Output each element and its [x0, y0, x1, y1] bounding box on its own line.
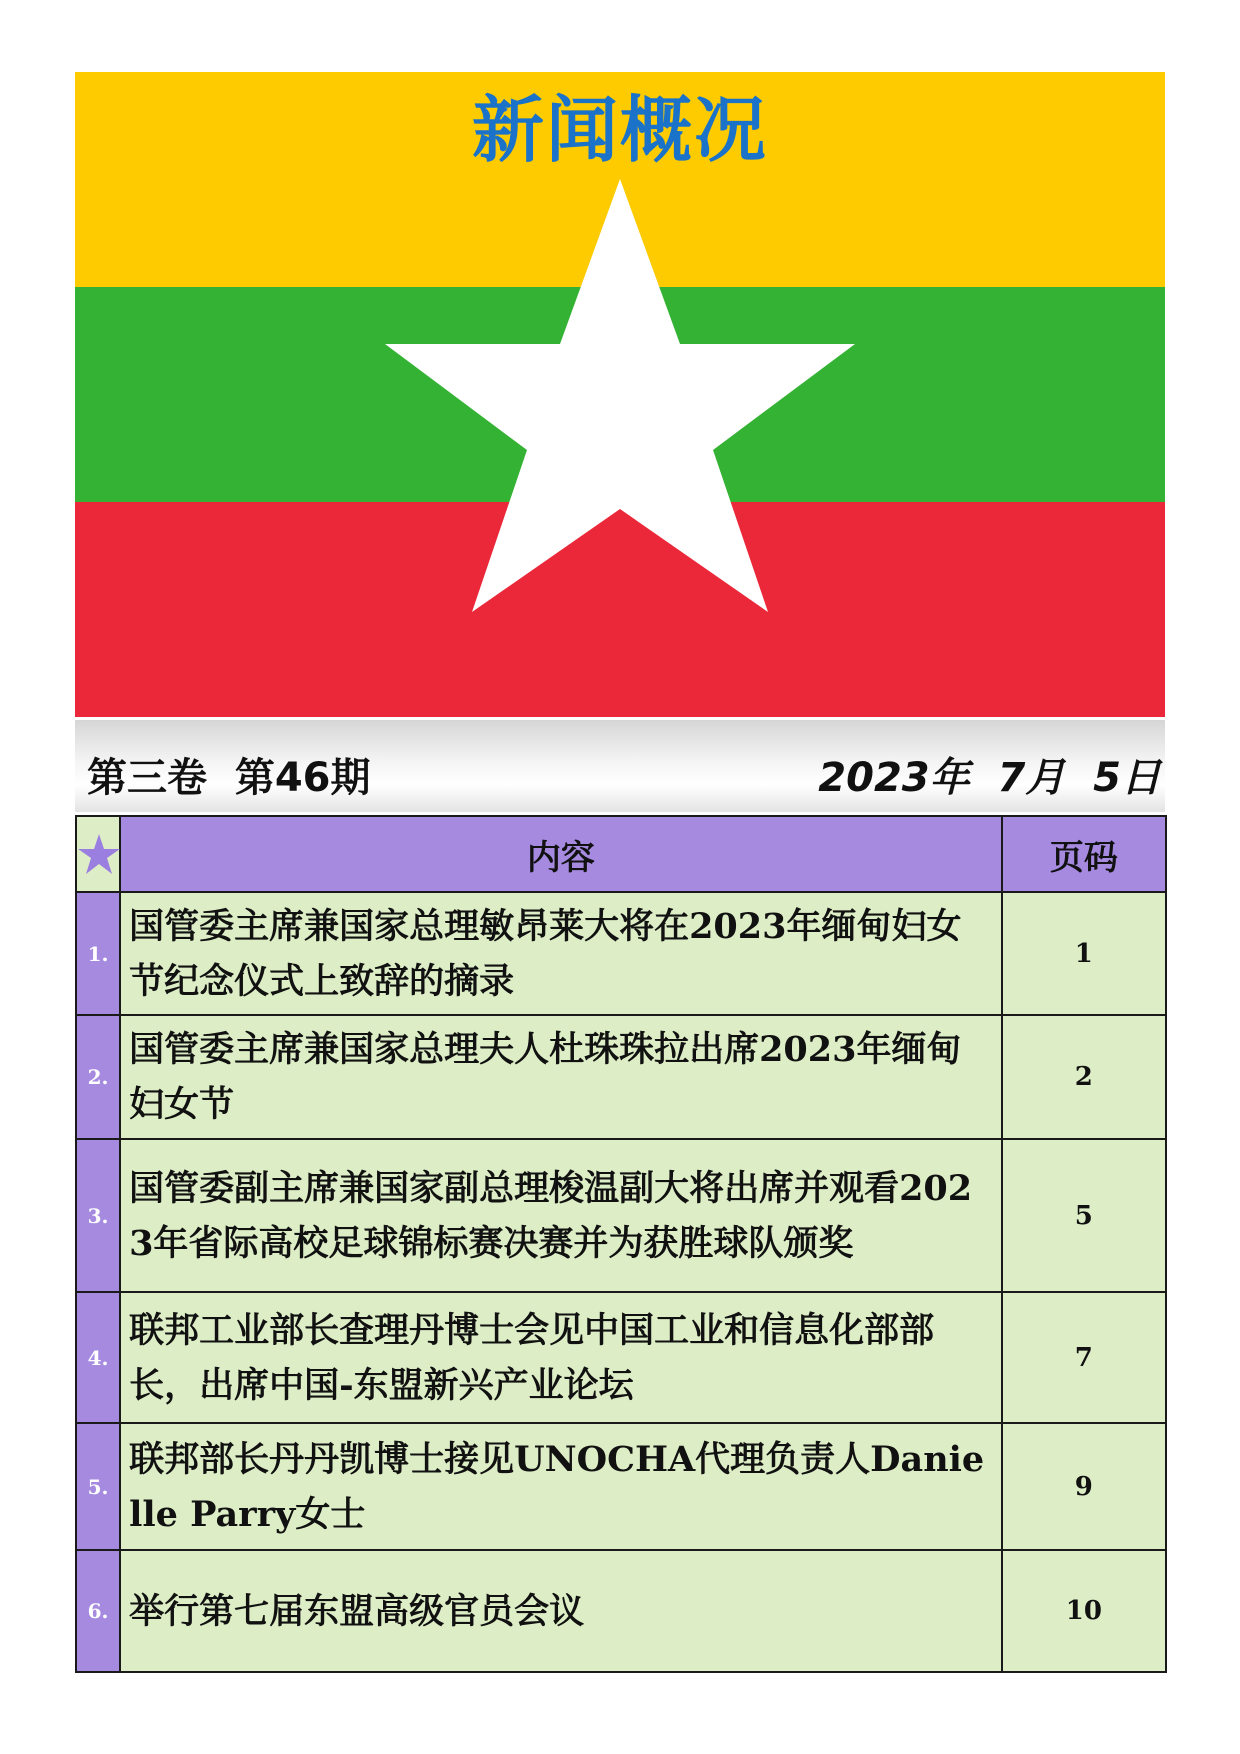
- row-title-link[interactable]: 国管委副主席兼国家副总理梭温副大将出席并观看2023年省际高校足球锦标赛决赛并为获胜球队颁奖: [120, 1139, 1002, 1292]
- row-number: 1.: [76, 892, 120, 1015]
- table-row[interactable]: [76, 1550, 1166, 1672]
- row-page-number: 7: [1002, 1292, 1166, 1423]
- row-number: 6.: [76, 1550, 120, 1672]
- row-title-link[interactable]: 国管委主席兼国家总理敏昂莱大将在2023年缅甸妇女节纪念仪式上致辞的摘录: [120, 892, 1002, 1015]
- contents-table: [75, 815, 1167, 1673]
- table-row[interactable]: [76, 1423, 1166, 1550]
- row-number: 4.: [76, 1292, 120, 1423]
- issue-bar: [75, 720, 1165, 812]
- column-header-page: 页码: [1002, 816, 1166, 892]
- page-title: 新闻概况: [471, 88, 768, 172]
- table-row[interactable]: [76, 1139, 1166, 1292]
- row-page-number: 2: [1002, 1015, 1166, 1139]
- row-number: 2.: [76, 1015, 120, 1139]
- table-row[interactable]: [76, 1292, 1166, 1423]
- table-row[interactable]: [76, 1015, 1166, 1139]
- table-row[interactable]: [76, 892, 1166, 1015]
- row-number: 5.: [76, 1423, 120, 1550]
- row-title-link[interactable]: 联邦部长丹丹凯博士接见UNOCHA代理负责人Danielle Parry女士: [120, 1423, 1002, 1550]
- row-page-number: 1: [1002, 892, 1166, 1015]
- row-title-link[interactable]: 联邦工业部长查理丹博士会见中国工业和信息化部部长，出席中国-东盟新兴产业论坛: [120, 1292, 1002, 1423]
- row-page-number: 9: [1002, 1423, 1166, 1550]
- row-page-number: 5: [1002, 1139, 1166, 1292]
- issue-volume: 第三卷 第46期: [87, 755, 371, 801]
- myanmar-flag-banner: [75, 72, 1165, 717]
- header-star-cell: [76, 816, 120, 892]
- star-icon: [77, 832, 121, 876]
- issue-date: 2023年 7月 5日: [818, 755, 1161, 801]
- row-title-link[interactable]: 举行第七届东盟高级官员会议: [120, 1550, 1002, 1672]
- row-title-link[interactable]: 国管委主席兼国家总理夫人杜珠珠拉出席2023年缅甸妇女节: [120, 1015, 1002, 1139]
- column-header-content: 内容: [120, 816, 1002, 892]
- table-header-row: [76, 816, 1166, 892]
- row-page-number: 10: [1002, 1550, 1166, 1672]
- row-number: 3.: [76, 1139, 120, 1292]
